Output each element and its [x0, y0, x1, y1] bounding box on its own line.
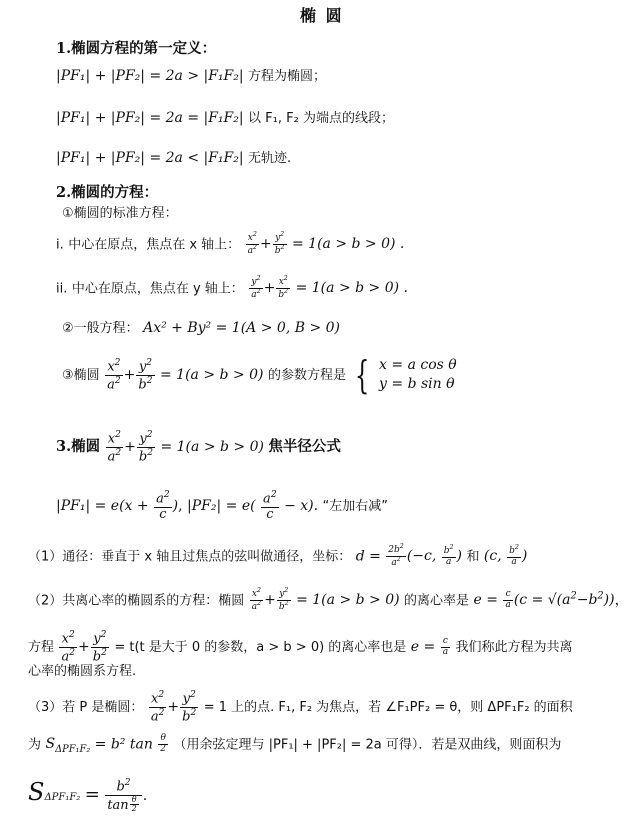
latus-rectum-d: d =	[355, 548, 381, 565]
hyperbola-area-eq: =	[84, 784, 100, 806]
parametric-label-pre: ③椭圆	[62, 368, 100, 383]
eccentricity-family-text-2-pre: 方程	[28, 640, 55, 656]
item-ii-label: ii.	[56, 281, 68, 297]
standard-y-condition: = 1(a > b > 0) .	[295, 280, 408, 297]
focal-triangle-text-2-pre: 为	[28, 737, 42, 753]
parametric-label-mid: 的参数方程是	[267, 368, 346, 383]
focal-triangle-line-2: 为 $S_{\Delta PF_1F_2} = b^2$ tan $\frac{\theta}{2}$ （用余弦定理与 |PF₁| + |PF₂| = 2a 可得）．若是双曲线，则面积为	[28, 733, 562, 756]
parametric-system	[379, 356, 457, 394]
focal-triangle-line-1: （3）若 P 是椭圆： $\frac{x^2}{a^2}$ + $\frac{y^2}{b^2}$ = 1 上的点. F₁, F₂ 为焦点，若 ∠F₁PF₂ = θ，则 ΔPF₁F₂ 的面积	[28, 690, 573, 724]
eccentricity-family-text-2-post: 我们称此方程为共离	[455, 640, 573, 656]
item-i-label: i.	[56, 237, 64, 253]
standard-x-axis-line: i. 中心在原点，焦点在 x 轴上： $\frac{x^2}{a^2}$ + $\frac{y^2}{b^2}$ = 1(a > b > 0) .	[56, 231, 405, 256]
parametric-equation-line: ③椭圆 $\frac{x^2}{a^2}$ + $\frac{y^2}{b^2}$ = 1(a > b > 0) 的参数方程是 { x = a cos θ y = b sin θ	[62, 353, 457, 397]
eccentricity-family-line-3: 心率的椭圆系方程.	[28, 664, 137, 679]
definition-1-formula: |PF₁| + |PF₂| = 2a > |F₁F₂|	[56, 68, 244, 84]
standard-y-axis-line: ii. 中心在原点，焦点在 y 轴上： $\frac{y^2}{a^2}$ + $\frac{x^2}{b^2}$ = 1(a > b > 0) .	[56, 275, 408, 300]
definition-3-text: 无轨迹.	[248, 151, 292, 166]
latus-rectum-line: （1）通径：垂直于 x 轴且过焦点的弦叫做通径，坐标： d = $\frac{2b^2}{a^2}$ (−c, $\frac{b^2}{a}$ ) 和 (c, $\frac{b^2}{a}$ )	[28, 543, 528, 568]
focal-radius-slogan: “左加右减”	[322, 498, 388, 514]
focal-radius-pf2-tail: − x).	[284, 497, 319, 514]
definition-line-3	[56, 150, 291, 167]
standard-x-condition: = 1(a > b > 0) .	[291, 236, 405, 253]
focal-triangle-text-2-mid: （用余弦定理与 |PF₁| + |PF₂| = 2a 可得）．若是双曲线，则面积为	[173, 737, 562, 753]
section-3-heading: 3.椭圆 $\frac{x^2}{a^2}$ + $\frac{y^2}{b^2}$ = 1(a > b > 0) 焦半径公式	[56, 430, 341, 464]
item-i-text: 中心在原点，焦点在 x 轴上：	[68, 237, 241, 253]
definition-1-text: 方程为椭圆；	[248, 69, 327, 84]
eccentricity-family-text-1: （2）共离心率的椭圆系的方程：椭圆	[28, 593, 245, 609]
eccentricity-family-condition: = 1(a > b > 0)	[296, 592, 400, 609]
parametric-y: y = b sin θ	[379, 376, 455, 392]
definition-line-1	[56, 68, 326, 85]
latus-rectum-text: （1）通径：垂直于 x 轴且过焦点的弦叫做通径，坐标：	[28, 549, 352, 565]
section-3-heading-pre: 3.椭圆	[56, 438, 101, 456]
section-1-heading: 1.椭圆方程的第一定义：	[56, 40, 217, 57]
eccentricity-family-line-1: （2）共离心率的椭圆系的方程：椭圆 $\frac{x^2}{a^2}$ + $\frac{y^2}{b^2}$ = 1(a > b > 0) 的离心率是 e = $\frac{c}{a}$ $(c = √(a^2-b^2))$，	[28, 587, 629, 612]
standard-equation-label: ①椭圆的标准方程：	[62, 206, 178, 221]
definition-2-text: 以 F₁, F₂ 为端点的线段；	[248, 111, 394, 126]
focal-triangle-text-1-pre: （3）若 P 是椭圆：	[28, 700, 144, 716]
eccentricity-family-text-1b: 的离心率是	[404, 593, 470, 609]
latus-rectum-and: 和	[466, 549, 480, 565]
definition-3-formula: |PF₁| + |PF₂| = 2a < |F₁F₂|	[56, 150, 244, 166]
parametric-x: x = a cos θ	[379, 357, 457, 374]
focal-radius-line: |PF₁| = e(x + $\frac{a^2}{c}$ ), |PF₂| = e( $\frac{a^2}{c}$ − x). “左加右减”	[56, 490, 388, 522]
ellipse-area-formula: = b² tan	[94, 736, 153, 753]
general-equation-line	[62, 320, 340, 337]
focal-triangle-text-1-mid: = 1 上的点. F₁, F₂ 为焦点，若 ∠F₁PF₂ = θ，则 ΔPF₁F₂ 的面积	[203, 700, 573, 716]
eccentricity-family-line-2: 方程 $\frac{x^2}{a^2}$ + $\frac{y^2}{b^2}$ = t(t 是大于 0 的参数，a > b > 0) 的离心率也是 e = $\frac{c}{a}$ 我们称此方程为共离	[28, 630, 573, 664]
eccentricity-family-text-2-mid: = t(t 是大于 0 的参数，a > b > 0) 的离心率也是	[114, 640, 407, 656]
hyperbola-area-line: SΔPF₁F₂ = $b^2$ tan $\frac{\theta}{2}$ .	[28, 778, 148, 814]
item-ii-text: 中心在原点，焦点在 y 轴上：	[71, 281, 244, 297]
definition-2-formula: |PF₁| + |PF₂| = 2a = |F₁F₂|	[56, 110, 244, 126]
section-3-condition: = 1(a > b > 0)	[160, 439, 264, 456]
definition-line-2	[56, 110, 394, 127]
parametric-condition: = 1(a > b > 0)	[159, 367, 264, 383]
general-equation-formula: Ax² + By² = 1(A > 0, B > 0)	[143, 320, 341, 336]
section-2-heading: 2.椭圆的方程：	[56, 184, 159, 201]
section-3-heading-post: 焦半径公式	[268, 438, 341, 456]
focal-radius-pf1: |PF₁| = e(x +	[56, 497, 149, 514]
general-equation-label: ②一般方程：	[62, 321, 139, 336]
page-title: 椭 圆	[300, 6, 344, 25]
focal-radius-pf2: |PF₂| = e(	[187, 497, 256, 514]
